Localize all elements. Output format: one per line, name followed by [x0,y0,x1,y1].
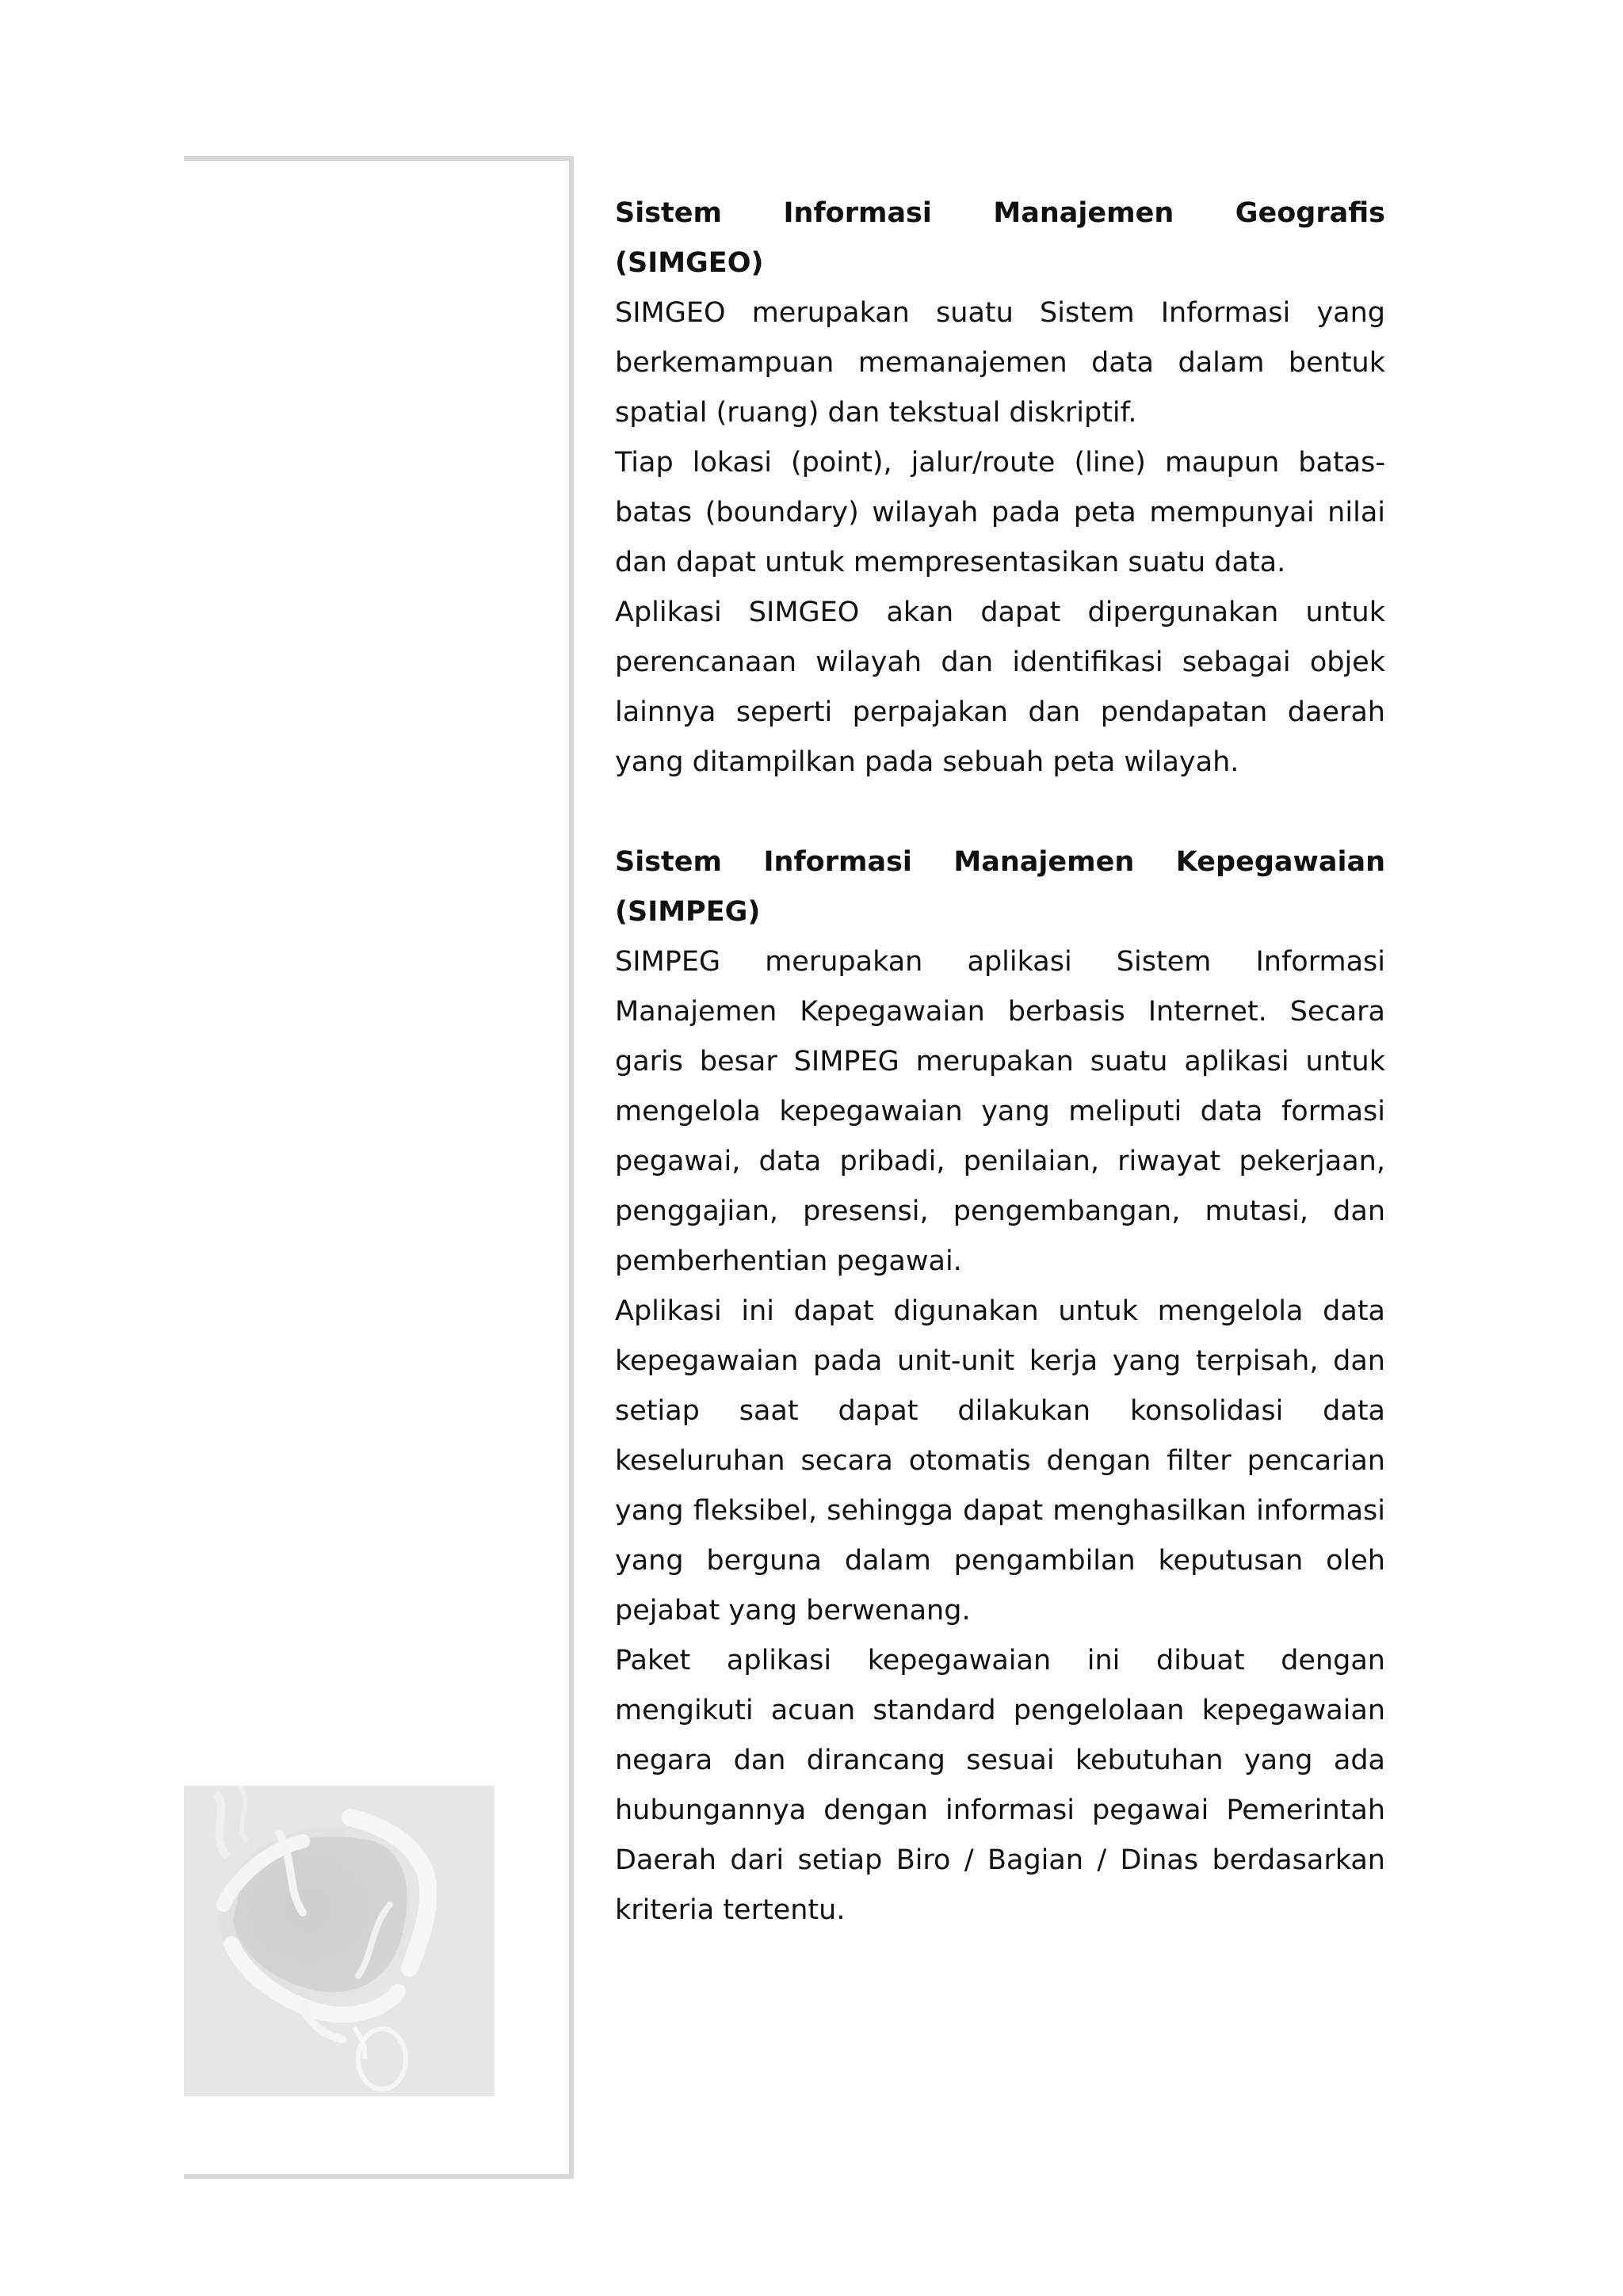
main-text-column [615,189,1385,1936]
section-paragraph: Aplikasi SIMGEO akan dapat dipergunakan untuk perencanaan wilayah dan identifikasi sebagai objek lainnya seperti perpajakan dan pendapatan daerah yang ditampilkan pada sebuah peta wilayah. [615,597,1385,778]
frame-top-border [184,156,574,161]
section-paragraph: SIMPEG merupakan aplikasi Sistem Informasi Manajemen Kepegawaian berbasis Internet. Secara garis besar SIMPEG merupakan suatu aplikasi untuk mengelola kepegawaian yang meliputi data formasi pegawai, data pribadi, penilaian, riwayat pekerjaan, penggajian, presensi, pengembangan, mutasi, dan pemberhentian pegawai. [615,946,1385,1277]
section-heading: Sistem Informasi Manajemen Geografis (SIMGEO) [615,197,1385,279]
section-paragraph: SIMGEO merupakan suatu Sistem Informasi yang berkemampuan memanajemen data dalam bentuk spatial (ruang) dan tekstual diskriptif. [615,297,1385,429]
section-simpeg [615,837,1385,1936]
section-paragraph: Paket aplikasi kepegawaian ini dibuat dengan mengikuti acuan standard pengelolaan kepegawaian negara dan dirancang sesuai kebutuhan yang ada hubungannya dengan informasi pegawai Pemerintah Daerah dari setiap Biro / Bagian / Dinas berdasarkan kriteria tertentu. [615,1645,1385,1926]
frame-right-border [569,156,574,2179]
section-heading: Sistem Informasi Manajemen Kepegawaian (SIMPEG) [615,846,1385,928]
section-paragraph: Aplikasi ini dapat digunakan untuk mengelola data kepegawaian pada unit-unit kerja yang terpisah, dan setiap saat dapat dilakukan konsolidasi data keseluruhan secara otomatis dengan filter pencarian yang fleksibel, sehingga dapat menghasilkan informasi yang berguna dalam pengambilan keputusan oleh pejabat yang berwenang. [615,1295,1385,1627]
decorative-faded-photo [184,1786,495,2096]
section-simgeo [615,189,1385,788]
section-paragraph: Tiap lokasi (point), jalur/route (line) maupun batas-batas (boundary) wilayah pada peta mempunyai nilai dan dapat untuk mempresentasikan suatu data. [615,447,1385,578]
frame-bottom-border [184,2174,574,2179]
